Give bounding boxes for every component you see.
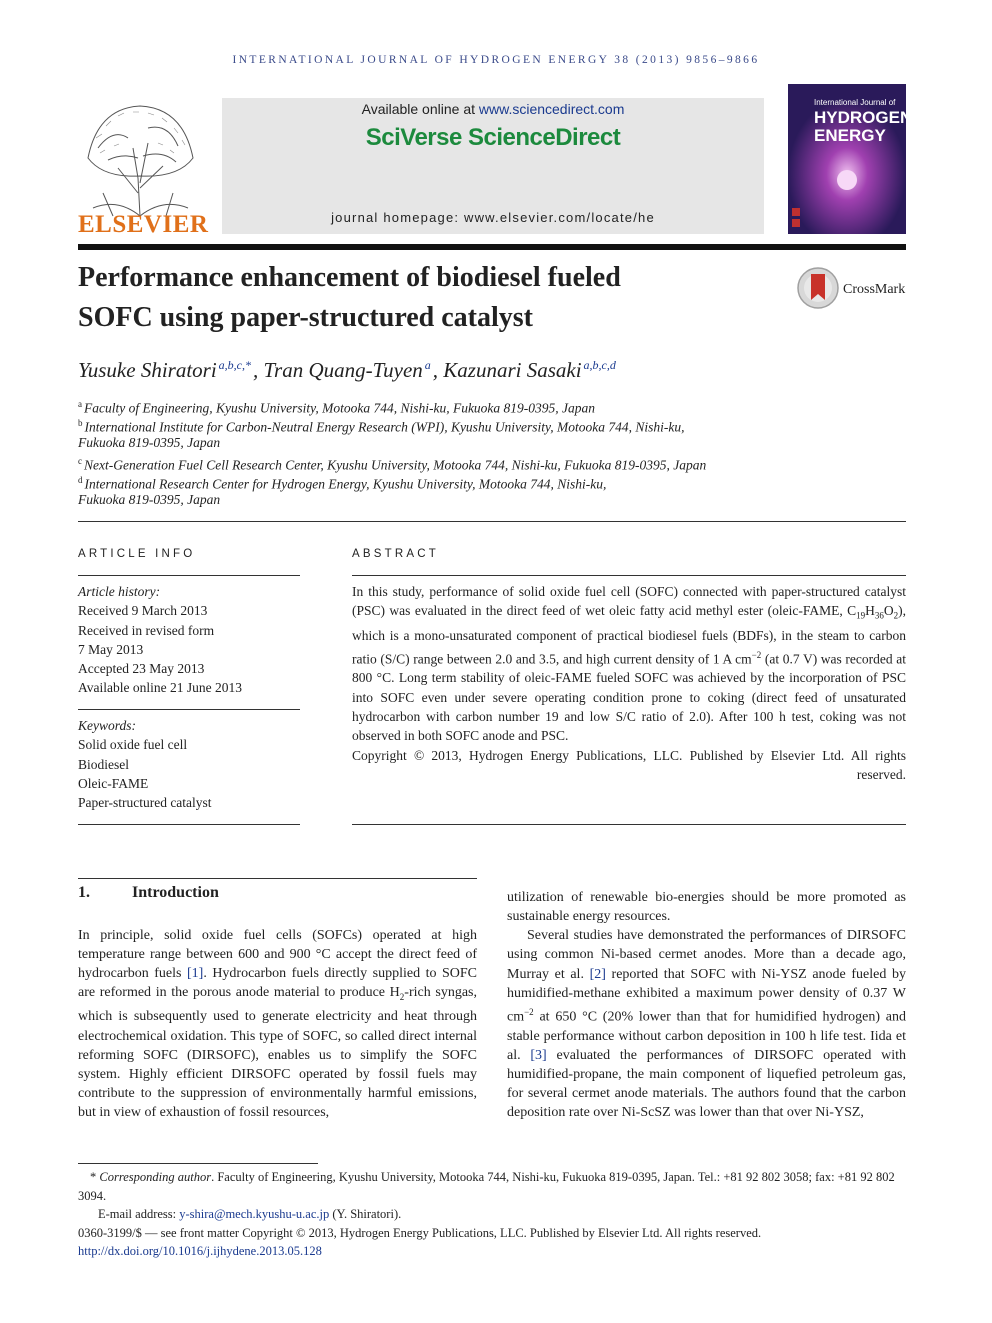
- author-sup[interactable]: a,b,c,*: [218, 358, 251, 372]
- affiliations-divider: [78, 521, 906, 522]
- footnote-mark: *: [90, 1170, 100, 1184]
- author-sep: ,: [432, 358, 444, 382]
- title-line-2: SOFC using paper-structured catalyst: [78, 302, 533, 333]
- email-note: [78, 1205, 906, 1224]
- author-name[interactable]: Yusuke Shiratori: [78, 358, 217, 382]
- subscript: 36: [874, 610, 884, 621]
- article-title: [78, 258, 778, 338]
- author-name[interactable]: Tran Quang-Tuyen: [263, 358, 423, 382]
- section-number: 1.: [78, 884, 90, 901]
- crossmark-icon: [796, 266, 840, 310]
- affiliation-text: Next-Generation Fuel Cell Research Center, Kyushu University, Motooka 744, Nishi-ku, Fukuoka 819-0395, Japan: [84, 457, 707, 473]
- crossmark-badge[interactable]: [796, 266, 908, 312]
- intro-top-rule: [78, 878, 477, 879]
- keyword-item: Oleic-FAME: [78, 775, 149, 791]
- body-text: evaluated the performances of DIRSOFC operated with humidified-propane, the main component of liquefied petroleum gas, for several cermet anode materials. The authors found that the carbon deposition rate over Ni-ScSZ was lower than that over Ni-YSZ,: [507, 1047, 906, 1121]
- doi-link[interactable]: http://dx.doi.org/10.1016/j.ijhydene.2013.05.128: [78, 1244, 322, 1258]
- author-sup[interactable]: a: [424, 358, 431, 372]
- cover-text-energy: ENERGY: [814, 126, 886, 145]
- journal-citation-line: INTERNATIONAL JOURNAL OF HYDROGEN ENERGY 38 (2013) 9856–9866: [232, 54, 760, 66]
- introduction-heading: [78, 884, 478, 902]
- article-history: [78, 582, 300, 698]
- citation-link[interactable]: [3]: [530, 1047, 547, 1063]
- affiliation-text: International Research Center for Hydrogen Energy, Kyushu University, Motooka 744, Nishi-ku,: [84, 476, 607, 492]
- abstract-heading: ABSTRACT: [352, 548, 439, 560]
- email-suffix: (Y. Shiratori).: [329, 1207, 402, 1221]
- affiliation-text: Fukuoka 819-0395, Japan: [78, 435, 221, 450]
- subscript: 2: [399, 992, 405, 1003]
- author-sep: ,: [253, 358, 264, 382]
- sciencedirect-link[interactable]: www.sciencedirect.com: [478, 101, 625, 117]
- body-text: at 650 °C (20% lower than that for humidified hydrogen) and stable performance without carbon deposition in 100 h life test. Iida et al.: [507, 1009, 906, 1063]
- body-text: . Hydrocarbon fuels directly supplied to SOFC are reformed in the porous anode material to produce H: [78, 966, 478, 1001]
- affiliation-sup: a: [78, 399, 82, 409]
- abstract-text: In this study, performance of solid oxide fuel cell (SOFC) connected with paper-structured catalyst (PSC) was evaluated in the direct feed of wet oleic fatty acid methyl ester (oleic-FAME, C: [352, 584, 906, 619]
- abstract-bottom-rule: [352, 824, 906, 825]
- article-info-heading: ARTICLE INFO: [78, 548, 196, 560]
- cover-text-hydrogen: HYDROGEN: [814, 108, 913, 127]
- footnotes: [78, 1168, 906, 1261]
- email-label: E-mail address:: [98, 1207, 180, 1221]
- body-text: -rich syngas, which is subsequently used to generate electricity and heat through electrochemical oxidation. This type of SOFC, so called direct internal reforming SOFC (DIRSOFC), enables us to simplify the SOFC system. Highly efficient DIRSOFC operated by fossil fuels may contribute to the suppression of environmentally harmful emissions, but in view of exhaustion of fossil resources,: [78, 985, 477, 1121]
- issn-line: 0360-3199/$ — see front matter Copyright © 2013, Hydrogen Energy Publications, LLC. Published by Elsevier Ltd. All rights reserved.: [78, 1225, 762, 1240]
- abstract-text: H: [865, 603, 875, 619]
- subscript: 2: [893, 610, 899, 621]
- abstract-rule: [352, 575, 906, 576]
- footnote-divider: [78, 1163, 318, 1164]
- journal-homepage: [222, 210, 764, 225]
- keyword-item: Paper-structured catalyst: [78, 795, 212, 811]
- section-title: Introduction: [132, 884, 219, 901]
- affiliation-text: Fukuoka 819-0395, Japan: [78, 492, 221, 507]
- history-item: Available online 21 June 2013: [78, 680, 242, 696]
- affiliation-text: International Institute for Carbon-Neutral Energy Research (WPI), Kyushu University, Motooka 744, Nishi-ku,: [84, 419, 685, 435]
- cover-text-small: International Journal of: [814, 98, 896, 107]
- affiliation-sup: c: [78, 456, 82, 466]
- body-text: reported that SOFC with Ni-YSZ anode fueled by humidified-methane exhibited a maximum power density of 0.37 W cm: [507, 966, 906, 1025]
- body-text: Several studies have demonstrated the performances of DIRSOFC using common Ni-based cermet anodes. More than a decade ago, Murray et al.: [507, 928, 906, 982]
- journal-cover-thumbnail[interactable]: [788, 84, 913, 234]
- corresponding-label: Corresponding author: [99, 1170, 212, 1184]
- sciencedirect-brand: SciVerse ScienceDirect: [365, 124, 621, 151]
- available-prefix: Available online at: [361, 101, 479, 117]
- intro-column-left: [78, 926, 477, 1122]
- history-item: Accepted 23 May 2013: [78, 661, 205, 677]
- body-text: In principle, solid oxide fuel cells (SOFCs) operated at high temperature range between 600 and 900 °C accept the direct feed of hydrocarbon fuels: [78, 928, 477, 982]
- abstract-paragraph: [352, 582, 906, 746]
- keyword-item: Solid oxide fuel cell: [78, 737, 188, 753]
- keyword-item: Biodiesel: [78, 756, 129, 772]
- elsevier-wordmark: ELSEVIER: [78, 211, 209, 238]
- sciencedirect-banner: [222, 98, 764, 234]
- crossmark-label: CrossMark: [843, 282, 906, 297]
- corresponding-text: . Faculty of Engineering, Kyushu University, Motooka 744, Nishi-ku, Fukuoka 819-0395, Japan. Tel.: +81 92 802 3058; fax: +81 92 802 3094.: [78, 1170, 895, 1203]
- article-info-rule: [78, 575, 300, 576]
- affiliation: [78, 490, 898, 509]
- abstract-copyright: Copyright © 2013, Hydrogen Energy Publications, LLC. Published by Elsevier Ltd. All rights reserved.: [352, 747, 906, 782]
- superscript: −2: [751, 649, 762, 660]
- superscript: −2: [524, 1006, 534, 1017]
- author-sup[interactable]: a,b,c,d: [583, 358, 616, 372]
- corresponding-author-note: [78, 1168, 906, 1205]
- citation-link[interactable]: [1]: [186, 966, 204, 982]
- history-item: 7 May 2013: [78, 641, 144, 657]
- history-item: Received 9 March 2013: [78, 603, 208, 619]
- affiliation-sup: d: [78, 475, 83, 485]
- subscript: 19: [856, 610, 866, 621]
- email-link[interactable]: y-shira@mech.kyushu-u.ac.jp: [179, 1207, 330, 1221]
- keywords-block: [78, 716, 300, 812]
- intro-paragraph: [78, 926, 477, 1122]
- history-item: Received in revised form: [78, 622, 215, 638]
- header-divider: [78, 244, 906, 250]
- abstract-body: [352, 582, 906, 784]
- keywords-rule: [78, 709, 300, 710]
- title-line-1: Performance enhancement of biodiesel fueled: [78, 262, 621, 293]
- author-name[interactable]: Kazunari Sasaki: [443, 358, 582, 382]
- affiliation-text: Faculty of Engineering, Kyushu University, Motooka 744, Nishi-ku, Fukuoka 819-0395, Japan: [84, 400, 596, 416]
- article-info-bottom-rule: [78, 824, 300, 825]
- intro-column-right: [507, 888, 906, 1123]
- intro-paragraph: [507, 926, 906, 1122]
- keywords-label: Keywords:: [78, 718, 136, 733]
- available-online-text: [222, 101, 764, 117]
- elsevier-logo[interactable]: [78, 98, 209, 238]
- abstract-text: (at 0.7 V) was recorded at 800 °C. Long term stability of oleic-FAME fueled SOFC was achieved by the incorporation of PSC into SOFC even under severe operating condition prone to coking (direct feed of unsaturated hydrocarbon with carbon number 19 and low S/C ratio of 2.0). After 100 h test, coking was not observed in both SOFC anode and PSC.: [352, 651, 906, 744]
- homepage-prefix: journal homepage:: [331, 210, 464, 225]
- intro-paragraph: utilization of renewable bio-energies should be more promoted as sustainable energy resources.: [507, 890, 906, 925]
- history-label: Article history:: [78, 584, 161, 599]
- homepage-link[interactable]: www.elsevier.com/locate/he: [464, 210, 655, 225]
- abstract-text: ), which is a mono-unsaturated component of practical biodiesel fuels (BDFs), in the steam to carbon ratio (S/C) range between 2.0 and 3.5, and high current density of 1 A cm: [352, 603, 906, 667]
- author-list: [78, 358, 898, 383]
- abstract-text: O: [883, 603, 894, 619]
- affiliation: [78, 433, 898, 452]
- citation-link[interactable]: [2]: [589, 966, 606, 982]
- affiliation-sup: b: [78, 418, 83, 428]
